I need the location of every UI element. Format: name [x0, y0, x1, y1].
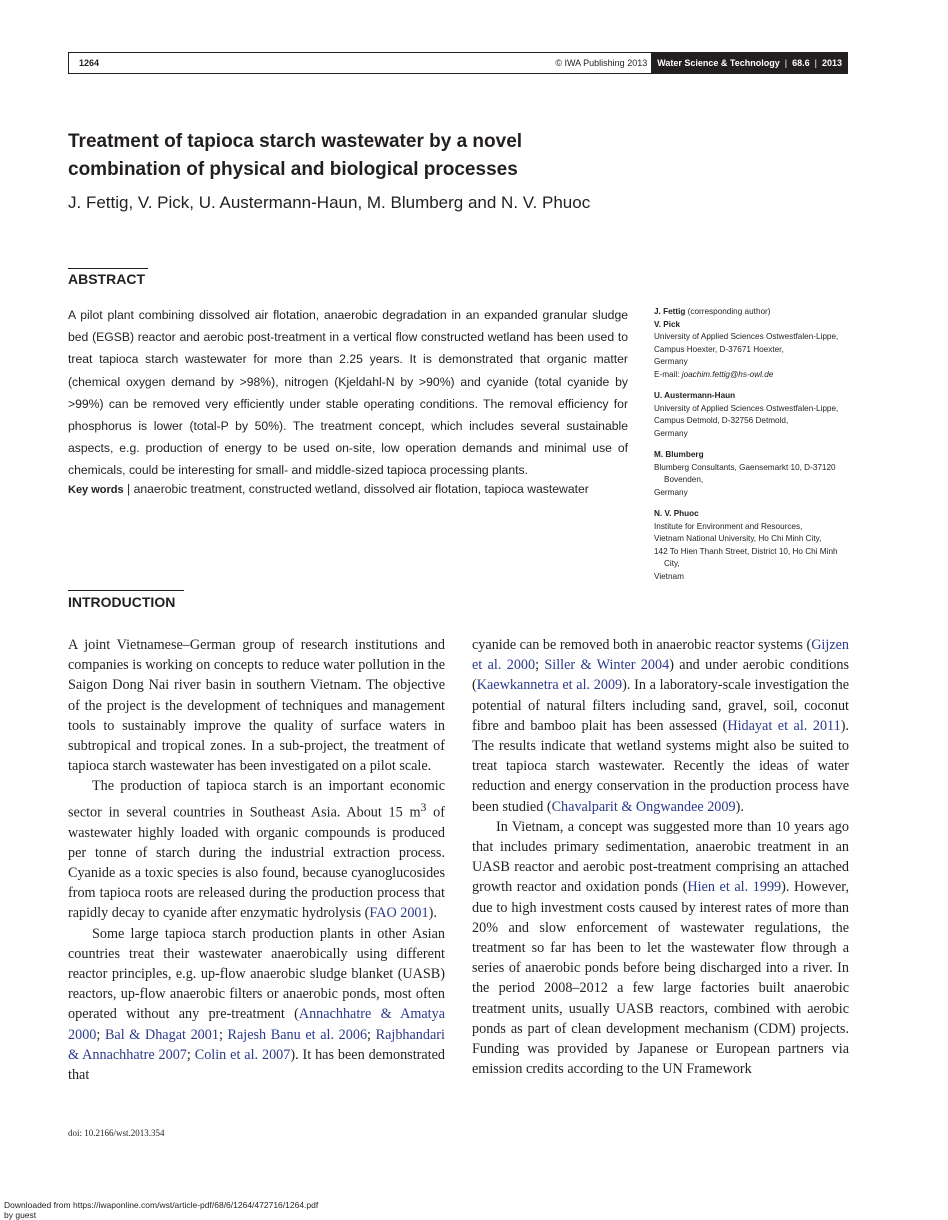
affiliation-line: Bovenden, — [664, 475, 704, 485]
affiliation-phuoc — [654, 508, 854, 584]
affiliation-line: City, — [664, 559, 680, 569]
header-separator: | — [814, 58, 817, 68]
title-line: Treatment of tapioca starch wastewater by a novel — [68, 131, 523, 152]
keywords-separator: | — [127, 482, 131, 496]
author-name: V. Pick — [654, 319, 681, 329]
author-list: J. Fettig, V. Pick, U. Austermann-Haun, M. Blumberg and N. V. Phuoc — [68, 193, 591, 212]
download-notice — [4, 1200, 318, 1220]
abstract-text: A pilot plant combining dissolved air flotation, anaerobic degradation in an expanded granular sludge bed (EGSB) reactor and aerobic post-treatment in a vertical flow constructed wetland has been used to treat tapioca starch wastewater for more than 2.25 years. It is demonstrated that organic matter (chemical oxygen demand by >98%), nitrogen (Kjeldahl-N by >90%) and cyanide (total cyanide by >99%) can be removed very efficiently under stable operating conditions. The removal efficiency for phosphorus is lower (total-P by 50%). The treatment concept, which includes several sustainable aspects, e.g. production of energy to be used on-site, low operation demands and minimal use of chemicals, could be interesting for small- and middle-sized tapioca processing plants. — [68, 308, 628, 478]
affiliation-blumberg — [654, 449, 854, 499]
page-number: 1264 — [79, 58, 100, 68]
affiliation-line: Germany — [654, 487, 688, 497]
author-name: J. Fettig — [654, 307, 686, 316]
affiliation-austermann-haun — [654, 390, 854, 440]
affiliation-line: Blumberg Consultants, Gaensemarkt 10, D-37120 — [654, 462, 836, 472]
journal-year: 2013 — [821, 58, 842, 68]
affiliation-line: University of Applied Sciences Ostwestfalen-Lippe, — [654, 403, 839, 413]
copyright-notice: © IWA Publishing 2013 — [555, 58, 648, 68]
citation-link[interactable]: Chavalparit & Ongwandee 2009 — [551, 798, 736, 815]
superscript: 3 — [420, 799, 427, 814]
citation-link[interactable]: Annachhatre & Amatya 2000 — [68, 1006, 445, 1043]
affiliation-fettig-pick — [654, 306, 854, 382]
body-column-right — [472, 635, 849, 1079]
paragraph: In Vietnam, a concept was suggested more than 10 years ago that includes primary sedimentation, anaerobic treatment in an UASB reactor and aerobic post-treatment comprising an attached growth reactor and oxidation ponds (Hien et al. 1999). However, due to high investment costs caused by interest rates of more than 20% and slow enforcement of wastewater regulations, the treatment so far has been to let the wastewater flow through a series of anaerobic ponds before being discharged into a river. In the period 2008–2012 a few large factories built anaerobic treatment units, usually UASB reactors, combined with aerobic ponds as part of clean development mechanism (CDM) projects. Funding was provided by Japanese or European partners via emission credits according to the UN Framework — [472, 818, 849, 1078]
author-note: (corresponding author) — [687, 307, 771, 316]
affiliation-line: Institute for Environment and Resources, — [654, 521, 803, 531]
affiliation-line: Vietnam National University, Ho Chi Minh City, — [654, 534, 822, 544]
abstract-heading: ABSTRACT — [68, 271, 145, 287]
affiliation-line: Campus Detmold, D-32756 Detmold, — [654, 416, 789, 426]
body-column-left — [68, 635, 445, 1085]
citation-link[interactable]: Rajbhandari & Annachhatre 2007 — [68, 1026, 445, 1063]
running-header — [68, 52, 848, 74]
affiliation-line: 142 To Hien Thanh Street, District 10, Ho Chi Minh — [654, 546, 838, 556]
citation-link[interactable]: Colin et al. 2007 — [194, 1046, 291, 1063]
paragraph: The production of tapioca starch is an important economic sector in several countries in Southeast Asia. About 15 $m^3$ of wastewater highly loaded with organic compounds is produced per tonne of starch during the industrial extraction process. Cyanide as a toxic species is also found, because cyanoglucosides from tapioca roots are released during the production process that rapidly decay to cyanide after enzymatic hydrolysis (FAO 2001). — [68, 778, 445, 922]
download-line: by guest — [4, 1210, 37, 1220]
keywords-label: Key words — [68, 484, 124, 496]
author-name: U. Austermann-Haun — [654, 391, 736, 400]
email-label: E-mail: — [654, 369, 682, 379]
affiliation-line: Campus Hoexter, D-37671 Hoexter, — [654, 344, 784, 354]
keywords — [68, 478, 638, 501]
keywords-list: anaerobic treatment, constructed wetland, dissolved air flotation, tapioca wastewater — [133, 482, 589, 496]
paragraph: A joint Vietnamese–German group of research institutions and companies is working on concepts to reduce water pollution in the Saigon Dong Nai river basin in southern Vietnam. The objective of the project is the development of techniques and management tools to sustainably improve the quality of surface waters in subtropical and tropical zones. In a sub-project, the treatment of tapioca starch wastewater has been investigated on a pilot scale. — [68, 637, 445, 775]
article-title — [68, 128, 688, 184]
header-separator: | — [784, 58, 788, 68]
citation-link[interactable]: Gijzen et al. 2000 — [472, 637, 850, 674]
citation-link[interactable]: FAO 2001 — [369, 905, 429, 922]
citation-link[interactable]: Hidayat et al. 2011 — [727, 717, 841, 734]
email-link[interactable]: joachim.fettig@hs-owl.de — [681, 369, 774, 379]
citation-link[interactable]: Rajesh Banu et al. 2006 — [227, 1026, 368, 1043]
citation-link[interactable]: Kaewkannetra et al. 2009 — [476, 677, 623, 694]
download-line: Downloaded from https://iwaponline.com/wst/article-pdf/68/6/1264/472716/1264.pdf — [4, 1200, 319, 1210]
affiliation-line: Germany — [654, 428, 688, 438]
introduction-heading: INTRODUCTION — [68, 594, 176, 610]
author-name: N. V. Phuoc — [654, 509, 699, 518]
paragraph: Some large tapioca starch production plants in other Asian countries treat their wastewater anaerobically using different reactor principles, e.g. up-flow anaerobic sludge blanket (UASB) reactors, up-flow anaerobic filters or anaerobic ponds, most often operated without any pre-treatment (Annachhatre & Amatya 2000; Bal & Dhagat 2001; Rajesh Banu et al. 2006; Rajbhandari & Annachhatre 2007; Colin et al. 2007). It has been demonstrated that — [68, 925, 445, 1083]
doi: doi: 10.2166/wst.2013.354 — [68, 1128, 165, 1138]
affiliation-line: University of Applied Sciences Ostwestfalen-Lippe, — [654, 332, 839, 342]
author-name: M. Blumberg — [654, 450, 704, 459]
journal-name: Water Science & Technology — [657, 58, 780, 68]
affiliation-line: Vietnam — [654, 571, 684, 581]
section-rule — [68, 590, 184, 591]
section-rule — [68, 268, 148, 269]
citation-link[interactable]: Bal & Dhagat 2001 — [104, 1026, 219, 1043]
affiliation-line: Germany — [654, 357, 688, 367]
title-line: combination of physical and biological processes — [68, 159, 518, 180]
paragraph: cyanide can be removed both in anaerobic reactor systems (Gijzen et al. 2000; Siller & Winter 2004) and under aerobic conditions (Kaewkannetra et al. 2009). In a laboratory-scale investigation the potential of natural filters including sand, gravel, soil, coconut fibre and bamboo plait has been assessed (Hidayat et al. 2011). The results indicate that wetland systems might also be suited to treat tapioca starch wastewater. Recently the ideas of water reduction and energy conservation in the production process have been studied (Chavalparit & Ongwandee 2009). — [472, 637, 850, 815]
journal-band — [651, 52, 848, 74]
citation-link[interactable]: Hien et al. 1999 — [687, 879, 782, 896]
journal-volume: 68.6 — [792, 58, 810, 68]
citation-link[interactable]: Siller & Winter 2004 — [544, 657, 670, 674]
